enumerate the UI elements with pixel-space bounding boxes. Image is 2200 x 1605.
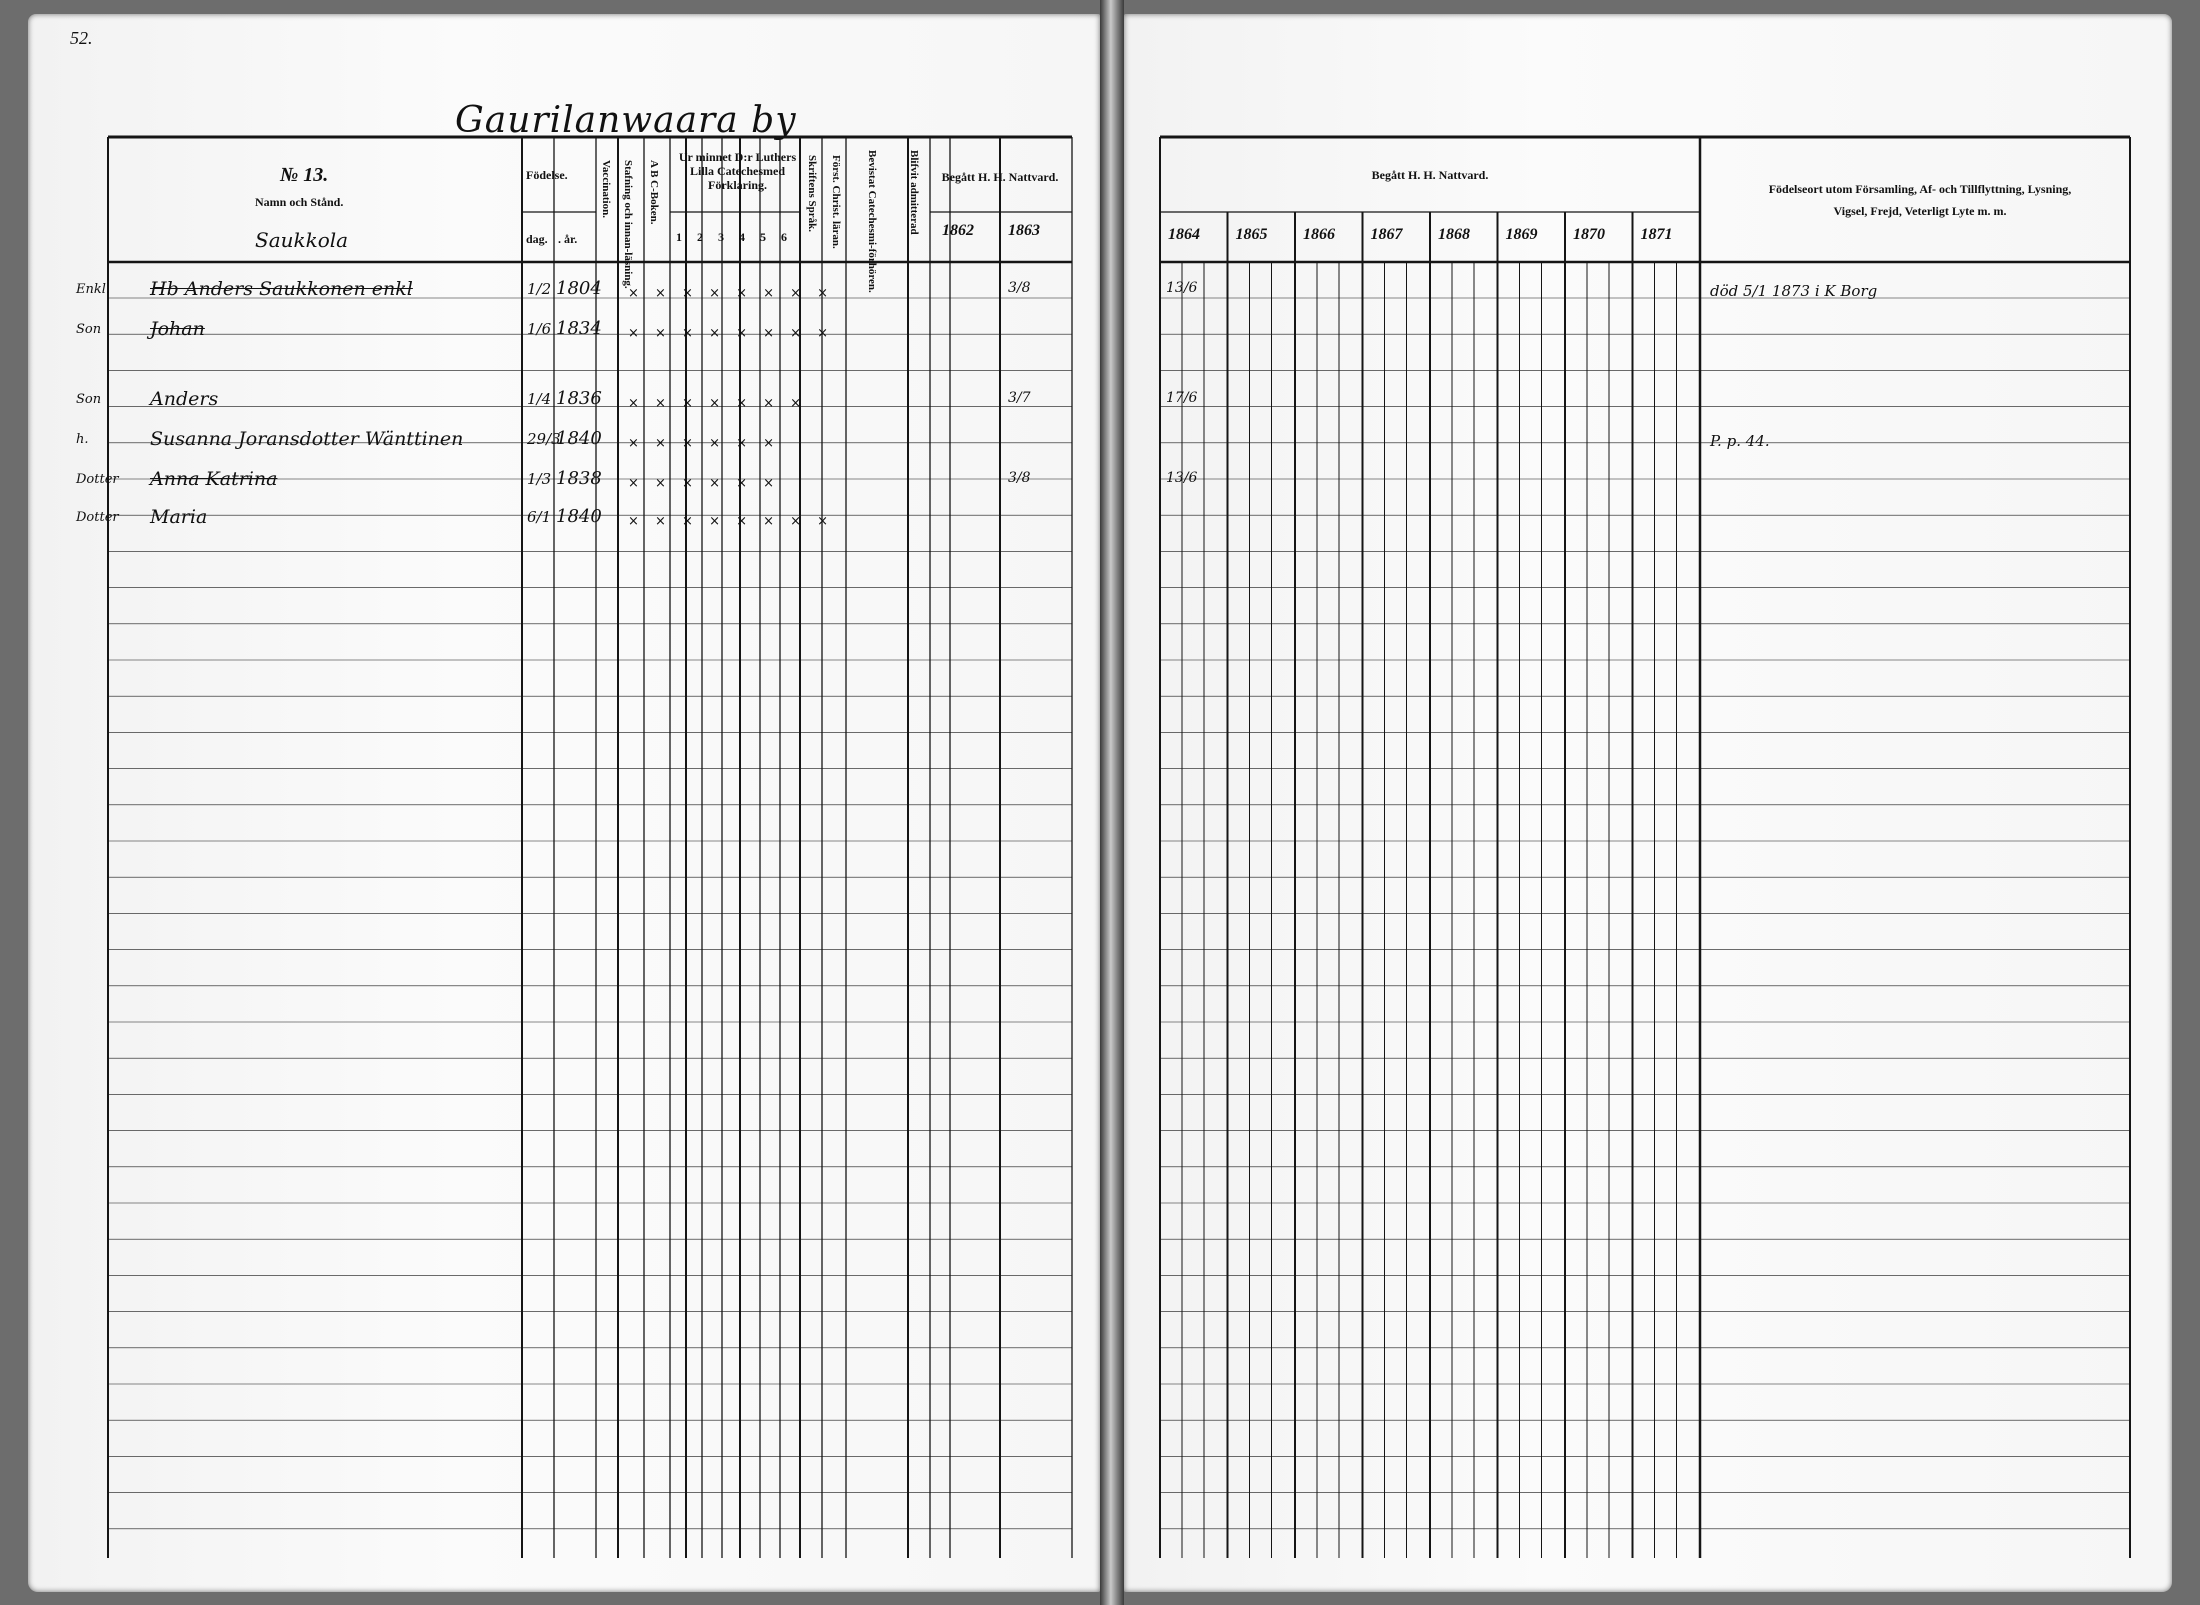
- person-relation: Dotter: [76, 510, 119, 525]
- birth-day: 1/2: [527, 280, 552, 298]
- person-name: Maria: [150, 506, 208, 528]
- communion-header-right: Begått H. H. Nattvard.: [1371, 168, 1489, 182]
- birth-year: 1804: [556, 278, 602, 299]
- catechism-part-number: 6: [781, 230, 787, 244]
- communion-1863: 3/8: [1008, 470, 1031, 486]
- village-title: Gaurilanwaara by: [455, 100, 797, 141]
- year-label-right: 1870: [1573, 226, 1605, 243]
- person-relation: Enkl.: [76, 282, 111, 297]
- communion-header-left: Begått H. H. Nattvard.: [941, 170, 1059, 184]
- catechism-part-number: 2: [697, 230, 703, 244]
- birth-day: 29/3: [527, 430, 561, 448]
- catechism-part-number: 1: [676, 230, 682, 244]
- communion-1864: 13/6: [1166, 470, 1198, 486]
- year-label-right: 1868: [1438, 226, 1470, 243]
- name-column-header: Namn och Stånd.: [255, 195, 344, 209]
- reading-header: Stafning och innan-läsning.: [622, 160, 634, 289]
- birth-year: 1836: [556, 388, 602, 409]
- reading-marks: × × × × × × × ×: [628, 514, 835, 529]
- vaccination-header: Vaccination.: [600, 160, 612, 218]
- person-relation: Son: [76, 322, 102, 337]
- person-relation: h.: [76, 432, 89, 447]
- birth-header: Födelse.: [526, 168, 568, 182]
- year-label-right: 1865: [1235, 226, 1268, 243]
- birth-day: 1/4: [527, 390, 552, 408]
- catechism-header: Ur minnet D:r Luthers Lilla Catechesmed Förklaring.: [678, 150, 797, 192]
- year-label-right: 1866: [1303, 226, 1335, 243]
- communion-1864: 17/6: [1166, 390, 1198, 406]
- catechism-part-number: 4: [739, 230, 745, 244]
- birth-year: 1840: [556, 428, 602, 449]
- remark-note: P. p. 44.: [1710, 432, 1770, 450]
- page-number: 52.: [70, 28, 93, 48]
- reading-marks: × × × × × × ×: [628, 396, 808, 411]
- communion-1863: 3/7: [1008, 390, 1031, 406]
- birth-year: 1840: [556, 506, 602, 527]
- birth-year: 1838: [556, 468, 602, 489]
- year-label-right: 1869: [1505, 226, 1538, 243]
- year-label-right: 1867: [1370, 226, 1403, 243]
- year-label-left: 1862: [942, 222, 974, 239]
- communion-1863: 3/8: [1008, 280, 1031, 296]
- reading-marks: × × × × × × × ×: [628, 326, 835, 341]
- person-name: Anders: [150, 388, 219, 410]
- person-relation: Dotter: [76, 472, 119, 487]
- reading-marks: × × × × × ×: [628, 436, 781, 451]
- scripture-header: Skriftens Språk.: [806, 155, 818, 233]
- person-name: Susanna Joransdotter Wänttinen: [150, 428, 464, 450]
- reading-marks: × × × × × ×: [628, 476, 781, 491]
- family-number: № 13.: [280, 164, 329, 186]
- remark-note: död 5/1 1873 i K Borg: [1710, 282, 1878, 300]
- catechism-part-number: 3: [718, 230, 724, 244]
- family-name: Saukkola: [255, 228, 349, 252]
- birth-day: 1/6: [527, 320, 552, 338]
- year-label-right: 1871: [1640, 226, 1673, 243]
- remarks-header: Födelseort utom Församling, Af- och Tillflyttning, Lysning, Vigsel, Frejd, Veterligt Lyte m. m.: [1768, 182, 2072, 218]
- person-name: Hb Anders Saukkonen enkl: [150, 278, 413, 300]
- communion-1864: 13/6: [1166, 280, 1198, 296]
- reading-marks: × × × × × × × ×: [628, 286, 835, 301]
- christ-header: Först. Christ. läran.: [830, 155, 842, 249]
- abc-header: A B C-Boken.: [648, 160, 660, 225]
- birth-year: 1834: [556, 318, 602, 339]
- birth-day: 1/3: [527, 470, 552, 488]
- person-name: Johan: [150, 318, 205, 340]
- person-name: Anna Katrina: [150, 468, 278, 490]
- hearings-header: Bevistat Catechesmi-förhören.: [866, 150, 878, 293]
- year-label-left: 1863: [1008, 222, 1040, 239]
- day-header: dag.: [526, 232, 548, 246]
- admitted-header: Blifvit admitterad: [908, 150, 920, 235]
- person-relation: Son: [76, 392, 102, 407]
- year-header: . år.: [558, 232, 578, 246]
- catechism-part-number: 5: [760, 230, 766, 244]
- year-label-right: 1864: [1168, 226, 1200, 243]
- birth-day: 6/1: [527, 508, 552, 526]
